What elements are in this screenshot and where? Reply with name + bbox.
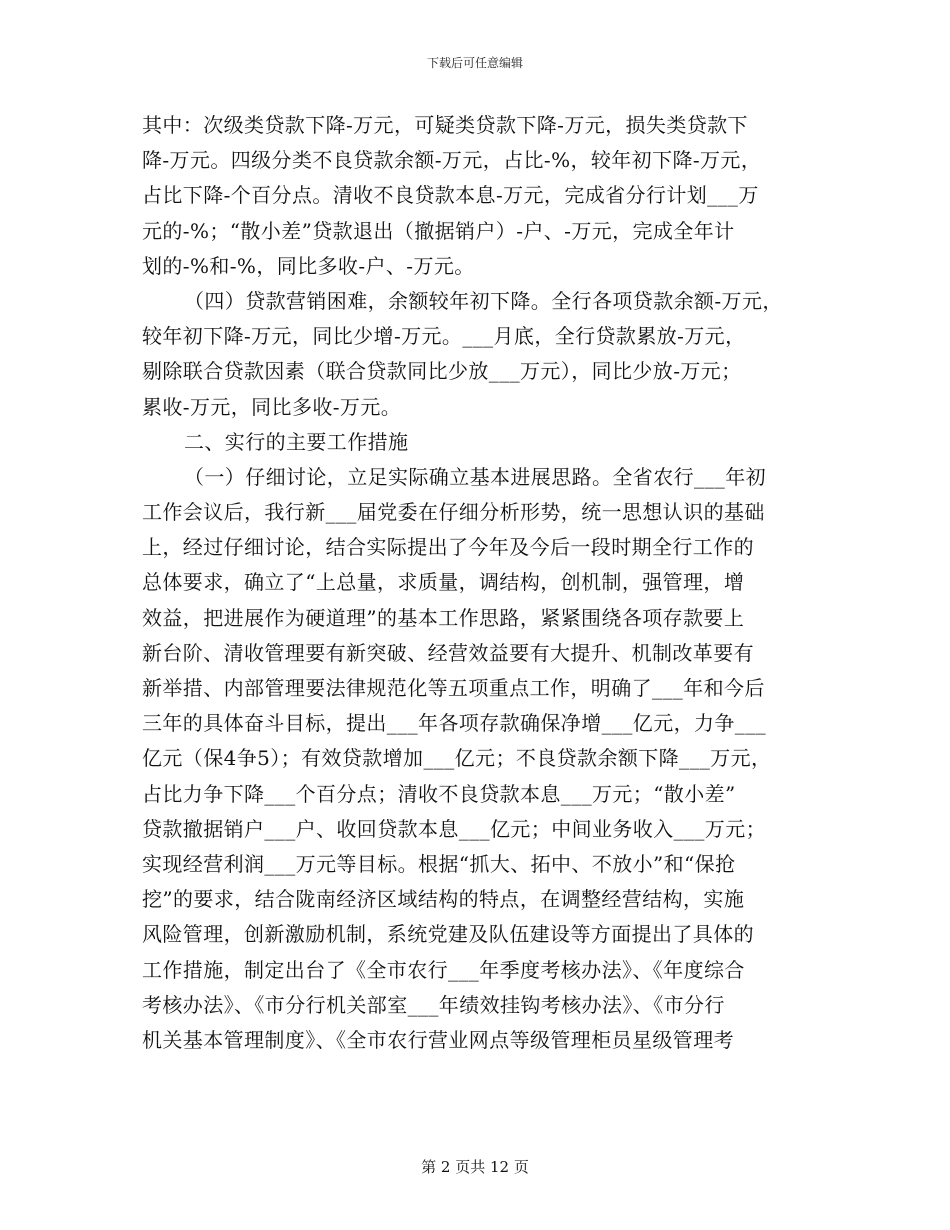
text-line: 风险管理，创新激励机制，系统党建及队伍建设等方面提出了具体的 [142,922,754,947]
text-line: 新台阶、清收管理要有新突破、经营效益要有大提升、机制改革要有 [142,640,754,665]
text-line: 剔除联合贷款因素（联合贷款同比少放___万元），同比少放-万元； [142,359,742,384]
page-footer: 第 2 页共 12 页 [421,1158,529,1176]
paragraph-heading-1: （一）仔细讨论，立足实际确立基本进展思路。全省农行___年初 [184,464,766,489]
text-line: 元的-%；“散小差”贷款退出（撤据销户）-户、-万元，完成全年计 [142,218,735,243]
text-line: 工作措施，制定出台了《全市农行___年季度考核办法》、《年度综合 [142,957,745,982]
text-line: 亿元（保4争5）；有效贷款增加___亿元；不良贷款余额下降___万元， [142,746,772,771]
page-header: 下载后可任意编辑 [426,56,523,70]
text-line: 较年初下降-万元，同比少增-万元。___月底，全行贷款累放-万元， [142,324,746,349]
text-line: 工作会议后，我行新___届党委在仔细分析形势，统一思想认识的基础 [142,500,765,525]
text-line: 占比下降-个百分点。清收不良贷款本息-万元，完成省分行计划___万 [142,183,759,208]
text-line: 挖”的要求，结合陇南经济区域结构的特点，在调整经营结构，实施 [142,887,745,912]
text-line: 占比力争下降___个百分点；清收不良贷款本息___万元；“散小差” [142,781,736,806]
text-line: 累收-万元，同比多收-万元。 [142,394,402,419]
text-line: 新举措、内部管理要法律规范化等五项重点工作，明确了___年和今后 [142,676,765,700]
section-heading: 二、实行的主要工作措施 [184,429,409,454]
text-line: 实现经营利润___万元等目标。根据“抓大、拓中、不放小”和“保抢 [142,851,736,876]
text-line: 划的-%和-%，同比多收-户、-万元。 [142,253,475,278]
text-line: 总体要求，确立了“上总量，求质量，调结构，创机制，强管理，增 [142,570,745,595]
body-text [142,108,832,1058]
text-line: 三年的具体奋斗目标，提出___年各项存款确保净增___亿元，力争___ [142,711,766,736]
text-line: 考核办法》、《市分行机关部室___年绩效挂钩考核办法》、《市分行 [142,992,725,1017]
text-line: 贷款撤据销户___户、收回贷款本息___亿元；中间业务收入___万元； [142,816,766,841]
paragraph-heading-4: （四）贷款营销困难，余额较年初下降。全行各项贷款余额-万元， [184,288,783,313]
text-line: 机关基本管理制度》、《全市农行营业网点等级管理柜员星级管理考 [142,1027,734,1052]
text-line: 降-万元。四级分类不良贷款余额-万元，占比-%，较年初下降-万元， [142,148,762,173]
text-line: 上，经过仔细讨论，结合实际提出了今年及今后一段时期全行工作的 [142,535,754,560]
text-line: 其中：次级类贷款下降-万元，可疑类贷款下降-万元，损失类贷款下 [142,113,748,137]
text-line: 效益，把进展作为硬道理”的基本工作思路，紧紧围绕各项存款要上 [142,605,745,630]
